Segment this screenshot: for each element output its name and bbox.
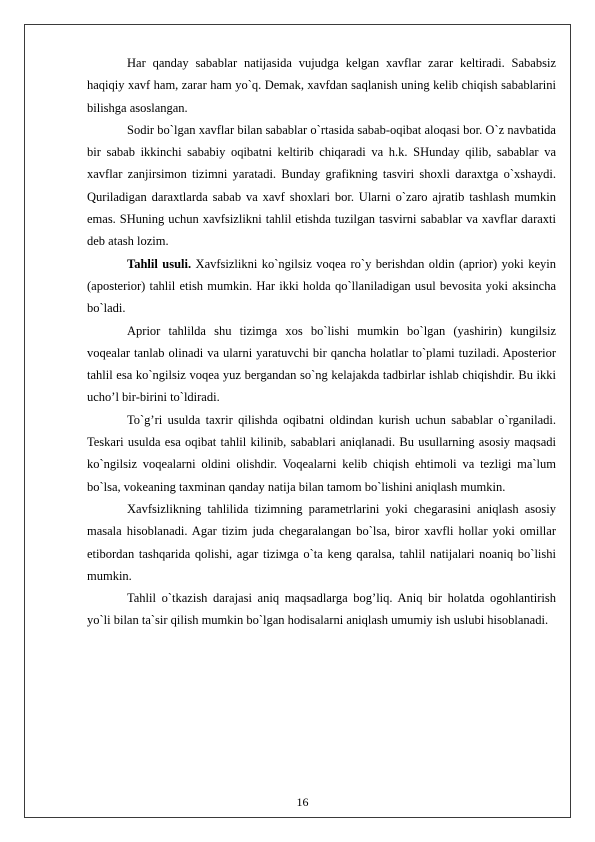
paragraph-text: Xavfsizlikni ko`ngilsiz voqea ro`y berishdan oldin (aprior) yoki keyin (aposterior) tahlil etish mumkin. Har ikki holda qo`llaniladigan usul bevosita yoki aksincha bo`ladi. — [87, 256, 556, 316]
paragraph-5 — [87, 409, 556, 498]
paragraph-1 — [87, 52, 556, 119]
paragraph-text: Har qanday sabablar natijasida vujudga kelgan xavflar zarar keltiradi. Sababsiz haqiqiy xavf ham, zarar ham yo`q. Demak, xavfdan saqlanish uning kelib chiqish sabablarini bilishga asoslangan. — [87, 56, 556, 115]
document-body — [87, 52, 556, 632]
paragraph-heading: Tahlil usuli. — [127, 256, 192, 271]
page-number: 16 — [296, 795, 309, 809]
paragraph-text: Sodir bo`lgan xavflar bilan sabablar o`rtasida sabab-oqibat aloqasi bor. O`z navbatida bir sabab ikkinchi sababiy oqibatni keltirib chiqaradi va h.k. SHunday qilib, sabablar va xavflar zanjirsimon tizimni yaratadi. Bunday grafikning tasviri shoxli daraxtga o`xshaydi. Quriladigan daraxtlarda sabab va xavf shoxlari bor. Ularni o`zaro ajratib tashlash mumkin emas. SHuning uchun xavfsizlikni tahlil etishda tuzilgan tasvirni sabablar va xavflar daraxti deb atash lozim. — [87, 122, 556, 249]
paragraph-text: Tahlil o`tkazish darajasi aniq maqsadlarga bog’liq. Aniq bir holatda ogohlantirish yo`li bilan ta`sir qilish mumkin bo`lgan hodisalarni aniqlash umumiy ish uslubi hisoblanadi. — [87, 591, 556, 628]
paragraph-text: To`g’ri usulda taxrir qilishda oqibatni oldindan kurish uchun sabablar o`rganiladi. Teskari usulda esa oqibat tahlil kilinib, sabablari aniqlanadi. Bu usullarning asosiy maqsadi ko`ngilsiz voqealarni oldini olishdir. Voqealarni kelib chiqish ehtimoli va tezligi ma`lum bo`lsa, vokeaning taxminan qanday natija bilan tamom bo`lishini aniqlash mumkin. — [87, 412, 556, 494]
paragraph-3 — [87, 253, 556, 320]
paragraph-6 — [87, 498, 556, 587]
paragraph-2 — [87, 119, 556, 253]
paragraph-7 — [87, 587, 556, 632]
paragraph-text: Xavfsizlikning tahlilida tizimning parametrlarini yoki chegarasini aniqlash asosiy masala hisoblanadi. Agar tizim juda chegaralangan bo`lsa, biror xavfli hollar yoki omillar etibordan tashqarida qolishi, agar tiziмga o`ta keng qaralsa, tahlil natijalari noaniq bo`lishi mumkin. — [87, 501, 556, 583]
paragraph-4 — [87, 320, 556, 409]
paragraph-text: Aprior tahlilda shu tizimga xos bo`lishi mumkin bo`lgan (yashirin) kungilsiz voqealar tanlab olinadi va ularni yaratuvchi bir qancha holatlar to`plami tuziladi. Aposterior tahlil esa ko`ngilsiz voqea yuz bergandan so`ng kelajakda tadbirlar ishlab chiqishdir. Bu ikki ucho’l bir-birini to`ldiradi. — [87, 323, 556, 405]
